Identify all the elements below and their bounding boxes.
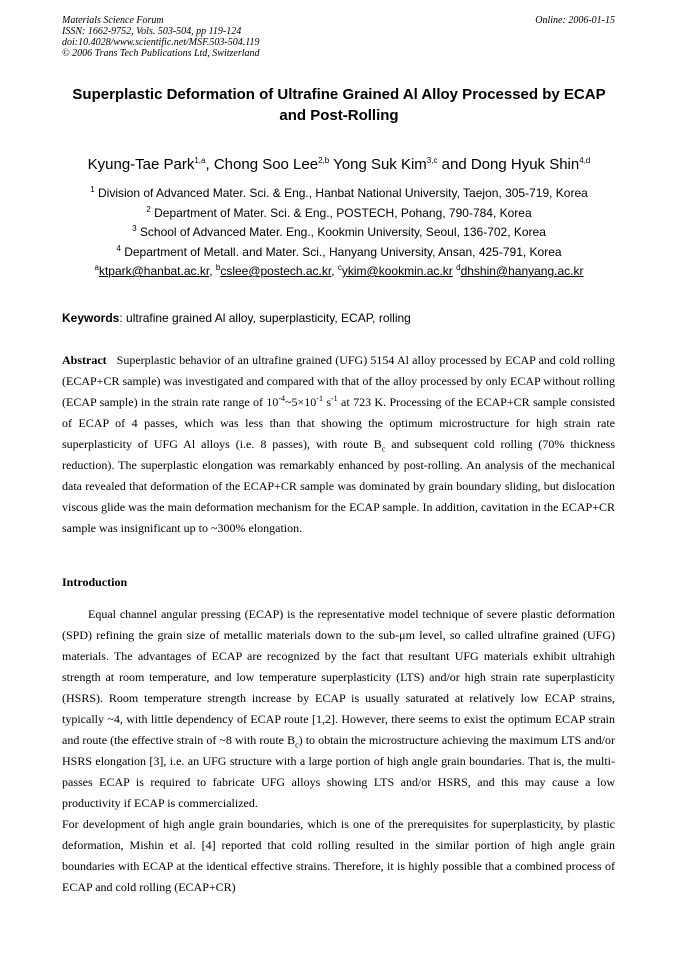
author-list	[40, 156, 638, 173]
abstract-text: s	[322, 395, 332, 409]
affiliation-text: School of Advanced Mater. Eng., Kookmin University, Seoul, 136-702, Korea	[139, 225, 546, 239]
author: Chong Soo Lee	[213, 156, 319, 173]
abstract-sup: -1	[331, 394, 338, 403]
paper-title: Superplastic Deformation of Ultrafine Grained Al Alloy Processed by ECAP and Post-Rolling	[72, 86, 606, 124]
affiliation-num: 3	[132, 224, 137, 233]
affiliation-num: 2	[146, 204, 151, 214]
journal-header	[62, 15, 260, 59]
paragraph	[62, 604, 615, 814]
affiliation	[40, 184, 638, 204]
doi-line: doi:10.4028/www.scientific.net/MSF.503-504.119	[62, 37, 260, 48]
author: Dong Hyuk Shin	[470, 156, 580, 173]
section-heading: Introduction	[62, 575, 128, 589]
affiliation-list	[40, 184, 638, 282]
email-sep: ,	[209, 264, 216, 278]
abstract-sup: -1	[316, 394, 323, 403]
email-link[interactable]: ykim@kookmin.ac.kr	[341, 264, 453, 278]
affiliation	[40, 223, 638, 243]
affiliation	[40, 204, 638, 224]
abstract-label: Abstract	[62, 353, 107, 367]
author-sup: 4,d	[579, 156, 591, 165]
author-sep: and	[437, 156, 471, 173]
author-sup: 2,b	[318, 156, 330, 165]
affiliation-text: Department of Mater. Sci. & Eng., POSTECH, Pohang, 790-784, Korea	[154, 205, 532, 220]
email-link[interactable]: cslee@postech.ac.kr	[220, 264, 332, 278]
abstract-text: ~5×10	[285, 395, 317, 409]
introduction-body	[62, 604, 615, 898]
email-sep: ,	[331, 264, 338, 278]
author-sup: 1,a	[194, 156, 206, 165]
abstract-text: at 723 K. Processing of the ECAP+CR sample consisted of ECAP of 4 passes, which was less than that showing the optimum microstructure for high strain rate superplasticity of UFG Al alloys (i.e. 8 passes), with route B	[62, 395, 615, 451]
abstract	[62, 350, 615, 539]
author-sep: ,	[205, 156, 214, 173]
paragraph: For development of high angle grain boundaries, which is one of the prerequisites for superplasticity, by plastic deformation, Mishin et al. [4] reported that cold rolling resulted in the similar portion of high angle grain boundaries with ECAP at the identical effective strains. Therefore, it is highly possible that a combined process of ECAP and cold rolling (ECAP+CR)	[62, 817, 615, 894]
affiliation-num: 1	[90, 185, 95, 194]
affiliation	[40, 243, 638, 263]
email-sup: a	[94, 263, 99, 272]
affiliation-text: Division of Advanced Mater. Sci. & Eng., Hanbat National University, Taejon, 305-719, Korea	[97, 186, 588, 200]
affiliation-text: Department of Metall. and Mater. Sci., Hanyang University, Ansan, 425-791, Korea	[124, 244, 562, 259]
abstract-text: and subsequent cold rolling (70% thickness reduction). The superplastic elongation was remarkably enhanced by post-rolling. An analysis of the mechanical data revealed that deformation of the ECAP+CR sample was dominated by grain boundary sliding, but dislocation viscous glide was the main deformation mechanism for the ECAP sample. In addition, cavitation in the ECAP+CR sample was insignificant up to ~300% elongation.	[62, 437, 615, 535]
author-sup: 3,c	[426, 156, 438, 165]
issn-line: ISSN: 1662-9752, Vols. 503-504, pp 119-124	[62, 26, 242, 37]
email-link[interactable]: dhshin@hanyang.ac.kr	[460, 264, 584, 278]
keywords-text: : ultrafine grained Al alloy, superplasticity, ECAP, rolling	[119, 311, 411, 325]
abstract-sup: -4	[278, 394, 286, 403]
email-sup: c	[337, 263, 342, 272]
keywords-label: Keywords	[62, 311, 120, 325]
paragraph-text: ) to obtain the microstructure achieving the maximum LTS and/or HSRS elongation [3], i.e. an UFG structure with a large portion of high angle grain boundaries. That is, the multi-passes ECAP is required to fabricate UFG alloys showing LTS and/or HSRS, and this may cause a low productivity if ECAP is commercialized.	[62, 733, 615, 810]
email-line	[40, 262, 638, 282]
journal-name: Materials Science Forum	[62, 15, 164, 26]
paragraph-sub: c	[295, 740, 299, 750]
online-date: Online: 2006-01-15	[535, 15, 615, 26]
keywords-line	[62, 311, 411, 325]
abstract-text: Superplastic behavior of an ultrafine grained (UFG) 5154 Al alloy processed by ECAP and cold rolling (ECAP+CR sample) was investigated and compared with that of the alloy processed by only ECAP without rolling (ECAP sample) in the strain rate range of 10	[62, 353, 615, 409]
abstract-sub: c	[381, 444, 386, 454]
copyright-line: © 2006 Trans Tech Publications Ltd, Switzerland	[62, 48, 260, 59]
email-sup: b	[215, 263, 221, 272]
paragraph-text: Equal channel angular pressing (ECAP) is the representative model technique of severe plastic deformation (SPD) refining the grain size of metallic materials down to the sub-μm level, so called ultrafine grained (UFG) materials. The advantages of ECAP are recognized by the fact that resultant UFG materials exhibit ultrahigh strength at room temperature, and low temperature superplasticity (LTS) and/or high strain rate superplasticity (HSRS). Room temperature strength increase by ECAP is usually saturated at relatively low ECAP strains, typically ~4, with little dependency of ECAP route [1,2]. However, there seems to exist the optimum ECAP strain and route (the effective strain of ~8 with route B	[62, 607, 615, 747]
email-sup: d	[456, 263, 461, 272]
affiliation-num: 4	[116, 243, 121, 253]
author: Yong Suk Kim	[333, 156, 427, 173]
email-link[interactable]: ktpark@hanbat.ac.kr	[98, 264, 210, 278]
author: Kyung-Tae Park	[87, 156, 195, 173]
